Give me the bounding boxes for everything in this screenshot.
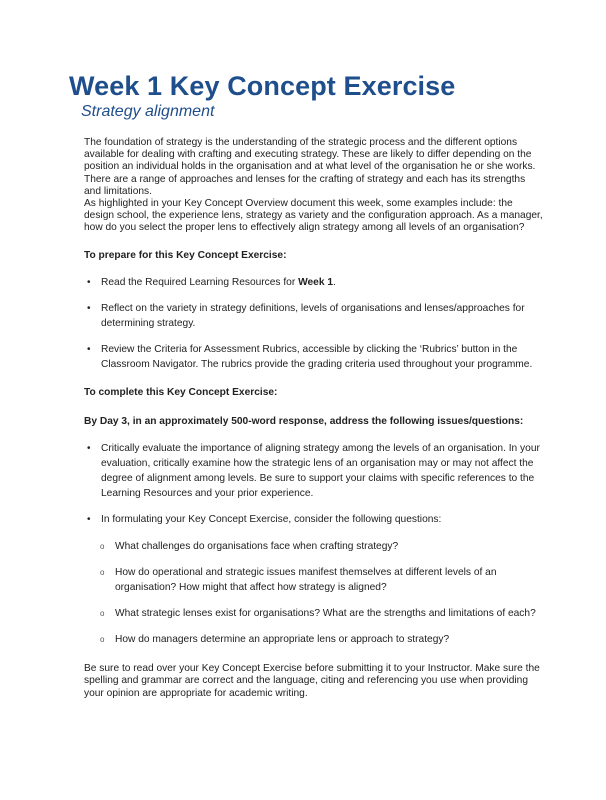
closing-paragraph: Be sure to read over your Key Concept Exercise before submitting it to your Instructor. Make sure the spelling and grammar are correct and the language, citing and referencing you use when providing your opinion are appropriate for academic writing. bbox=[84, 663, 540, 699]
bullet-icon: • bbox=[87, 443, 91, 455]
question-item bbox=[84, 539, 544, 554]
list-item-text: Review the Criteria for Assessment Rubrics, accessible by clicking the ‘Rubrics’ button in the Classroom Navigator. The rubrics provide the grading criteria used throughout your programme. bbox=[101, 343, 533, 370]
bullet-icon: • bbox=[87, 276, 91, 288]
intro-paragraph-2: As highlighted in your Key Concept Overview document this week, some examples include: the design school, the experience lens, strategy as variety and the configuration approach. As a manager, how do you select the proper lens to effectively align strategy among all levels of an organisation? bbox=[84, 198, 543, 234]
list-item-text: In formulating your Key Concept Exercise, consider the following questions: bbox=[101, 514, 442, 526]
sub-bullet-icon: o bbox=[100, 568, 105, 578]
list-item bbox=[84, 342, 544, 372]
list-item bbox=[84, 512, 544, 527]
page-subtitle: Strategy alignment bbox=[81, 103, 215, 120]
list-item-text: Critically evaluate the importance of aligning strategy among the levels of an organisation. In your evaluation, critically examine how the strategic lens of an organisation may or may not affect the degree of alignment among levels. Be sure to support your claims with specific references to the Learning Resources and your prior experience. bbox=[101, 443, 540, 500]
sub-bullet-icon: o bbox=[100, 609, 105, 619]
document-body bbox=[84, 137, 544, 700]
question-text: What challenges do organisations face when crafting strategy? bbox=[115, 541, 399, 553]
bullet-icon: • bbox=[87, 302, 91, 314]
list-item-bold: Week 1 bbox=[298, 276, 334, 288]
prepare-list bbox=[84, 275, 544, 372]
sub-bullet-icon: o bbox=[100, 542, 105, 552]
question-text: How do operational and strategic issues manifest themselves at different levels of an organisation? How might that affect how strategy is aligned? bbox=[115, 567, 497, 594]
question-item bbox=[84, 606, 544, 621]
complete-heading: To complete this Key Concept Exercise: bbox=[84, 386, 278, 398]
prepare-heading: To prepare for this Key Concept Exercise: bbox=[84, 249, 287, 261]
question-item bbox=[84, 632, 544, 647]
sub-bullet-icon: o bbox=[100, 635, 105, 645]
list-item-text: Read the Required Learning Resources for bbox=[101, 276, 299, 288]
bullet-icon: • bbox=[87, 514, 91, 526]
list-item bbox=[84, 441, 544, 501]
complete-subheading: By Day 3, in an approximately 500-word response, address the following issues/questions: bbox=[84, 416, 524, 428]
bullet-icon: • bbox=[87, 343, 91, 355]
list-item-text: Reflect on the variety in strategy definitions, levels of organisations and lenses/approaches for determining strategy. bbox=[101, 302, 525, 329]
questions-list bbox=[84, 539, 544, 647]
question-item bbox=[84, 565, 544, 595]
list-item-text-after: . bbox=[333, 276, 336, 288]
intro-paragraph-1: The foundation of strategy is the understanding of the strategic process and the different options available for dealing with crafting and executing strategy. These are likely to differ depending on the position an individual holds in the organisation and at what level of the organisation he or she works. There are a range of approaches and lenses for the crafting of strategy and each has its strengths and limitations. bbox=[84, 137, 536, 197]
list-item bbox=[84, 275, 544, 290]
complete-list bbox=[84, 441, 544, 527]
question-text: What strategic lenses exist for organisations? What are the strengths and limitations of each? bbox=[115, 608, 536, 620]
question-text: How do managers determine an appropriate lens or approach to strategy? bbox=[115, 634, 450, 646]
page-title: Week 1 Key Concept Exercise bbox=[69, 71, 456, 101]
list-item bbox=[84, 301, 544, 331]
